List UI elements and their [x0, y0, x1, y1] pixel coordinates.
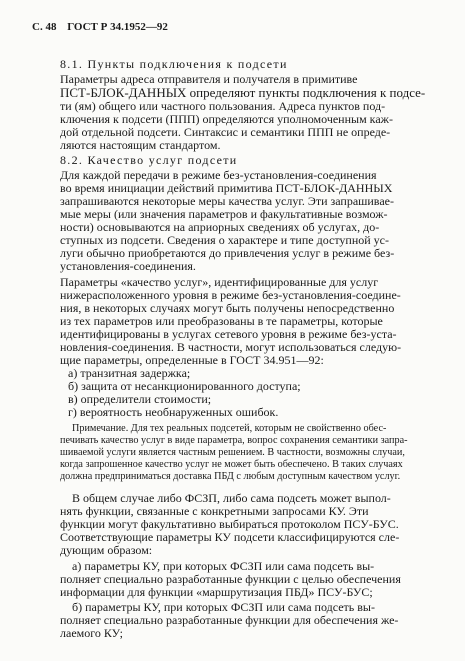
text-line: В общем случае либо ФСЗП, либо сама подсеть может выпол-	[72, 491, 391, 505]
list-item: в) определители стоимости;	[68, 392, 212, 406]
text-line: лаемого КУ;	[60, 626, 123, 640]
text-line: Параметры «качество услуг», идентифицированные для услуг	[60, 275, 379, 289]
note-line: шиваемой услуги является частным решением. В частности, возможны случаи,	[60, 447, 405, 458]
text-line: Для каждой передачи в режиме без-установления-соединения	[60, 168, 377, 182]
text-line: б) параметры КУ, при которых ФСЗП или сама подсеть вы-	[72, 600, 375, 614]
text-line: идентифицированы в услугах сетевого уровня в режиме без-уста-	[60, 327, 397, 341]
text-line: информации для функции «маршрутизация ПБД» ПСУ-БУС;	[60, 585, 373, 599]
text-line: ти (ям) общего или частного пользования. Адреса пунктов под-	[60, 99, 386, 113]
text-line: ния, в некоторых случаях могут быть получены непосредственно	[60, 301, 395, 315]
text-line: нижерасположенного уровня в режиме без-установления-соедине-	[60, 288, 401, 302]
section-heading: 8.2. Качество услуг подсети	[60, 153, 238, 167]
text-line: ПСТ-БЛОК-ДАННЫХ определяют пункты подключения к подсе-	[60, 85, 426, 100]
note-line: должна предприниматься доставка ПБД с любым доступным качеством услуг.	[60, 471, 401, 482]
standard-code: ГОСТ Р 34.1952—92	[67, 21, 168, 33]
page-header	[32, 21, 176, 33]
text-line: из тех параметров или преобразованы в те параметры, которые	[60, 314, 383, 328]
text-line: луги обычно приобретаются до привлечения услуг в режиме без-	[60, 246, 395, 260]
text-line: функции могут факультативно выбираться протоколом ПСУ-БУС.	[60, 517, 399, 531]
text-line: полняет специально разработанные функции с целью обеспечения	[60, 572, 401, 586]
text-line: новления-соединения. В частности, могут использоваться следую-	[60, 340, 402, 354]
text-line: дой отдельной подсети. Синтаксис и семантики ППП не опреде-	[60, 125, 391, 139]
text-line: ляются настоящим стандартом.	[60, 138, 221, 152]
section-heading: 8.1. Пункты подключения к подсети	[60, 57, 288, 71]
text-line: полняет специально разработанные функции для обеспечения же-	[60, 613, 399, 627]
text-line: установления-соединения.	[60, 259, 196, 273]
text-line: запрашиваются некоторые меры качества услуг. Эти запрашивае-	[60, 194, 394, 208]
text-line: Параметры адреса отправителя и получателя в примитиве	[60, 72, 358, 86]
note-line: Примечание. Для тех реальных подсетей, которым не свойственно обес-	[72, 423, 387, 434]
list-item: б) защита от несанкционированного доступа;	[68, 379, 301, 393]
page-number: С. 48	[32, 21, 57, 33]
text-line: ключения к подсети (ППП) определяются уполномоченным каж-	[60, 112, 393, 126]
text-line: ности) основываются на априорных сведениях об услугах, до-	[60, 220, 380, 234]
text-line: во время инициации действий примитива ПСТ-БЛОК-ДАННЫХ	[60, 181, 393, 195]
text-line: ступных из подсети. Сведения о характере и типе доступной ус-	[60, 233, 389, 247]
list-item: г) вероятность необнаруженных ошибок.	[68, 405, 279, 419]
text-line: Соответствующие параметры КУ подсети классифицируются сле-	[60, 530, 400, 544]
text-line: а) параметры КУ, при которых ФСЗП или сама подсеть вы-	[72, 559, 375, 573]
text-line: мые меры (или значения параметров и факультативные возмож-	[60, 207, 388, 221]
note-line: когда запрошенное качество услуг не может быть обеспечено. В таких случаях	[60, 459, 403, 470]
list-item: а) транзитная задержка;	[68, 366, 191, 380]
note-line: печивать качество услуг в виде параметра, вопрос сохранения семантики запра-	[60, 435, 408, 446]
text-line: щие параметры, определенные в ГОСТ 34.951—92:	[60, 353, 324, 367]
text-line: нять функции, связанные с конкретными запросами КУ. Эти	[60, 504, 369, 518]
text-line: дующим образом:	[60, 543, 153, 557]
